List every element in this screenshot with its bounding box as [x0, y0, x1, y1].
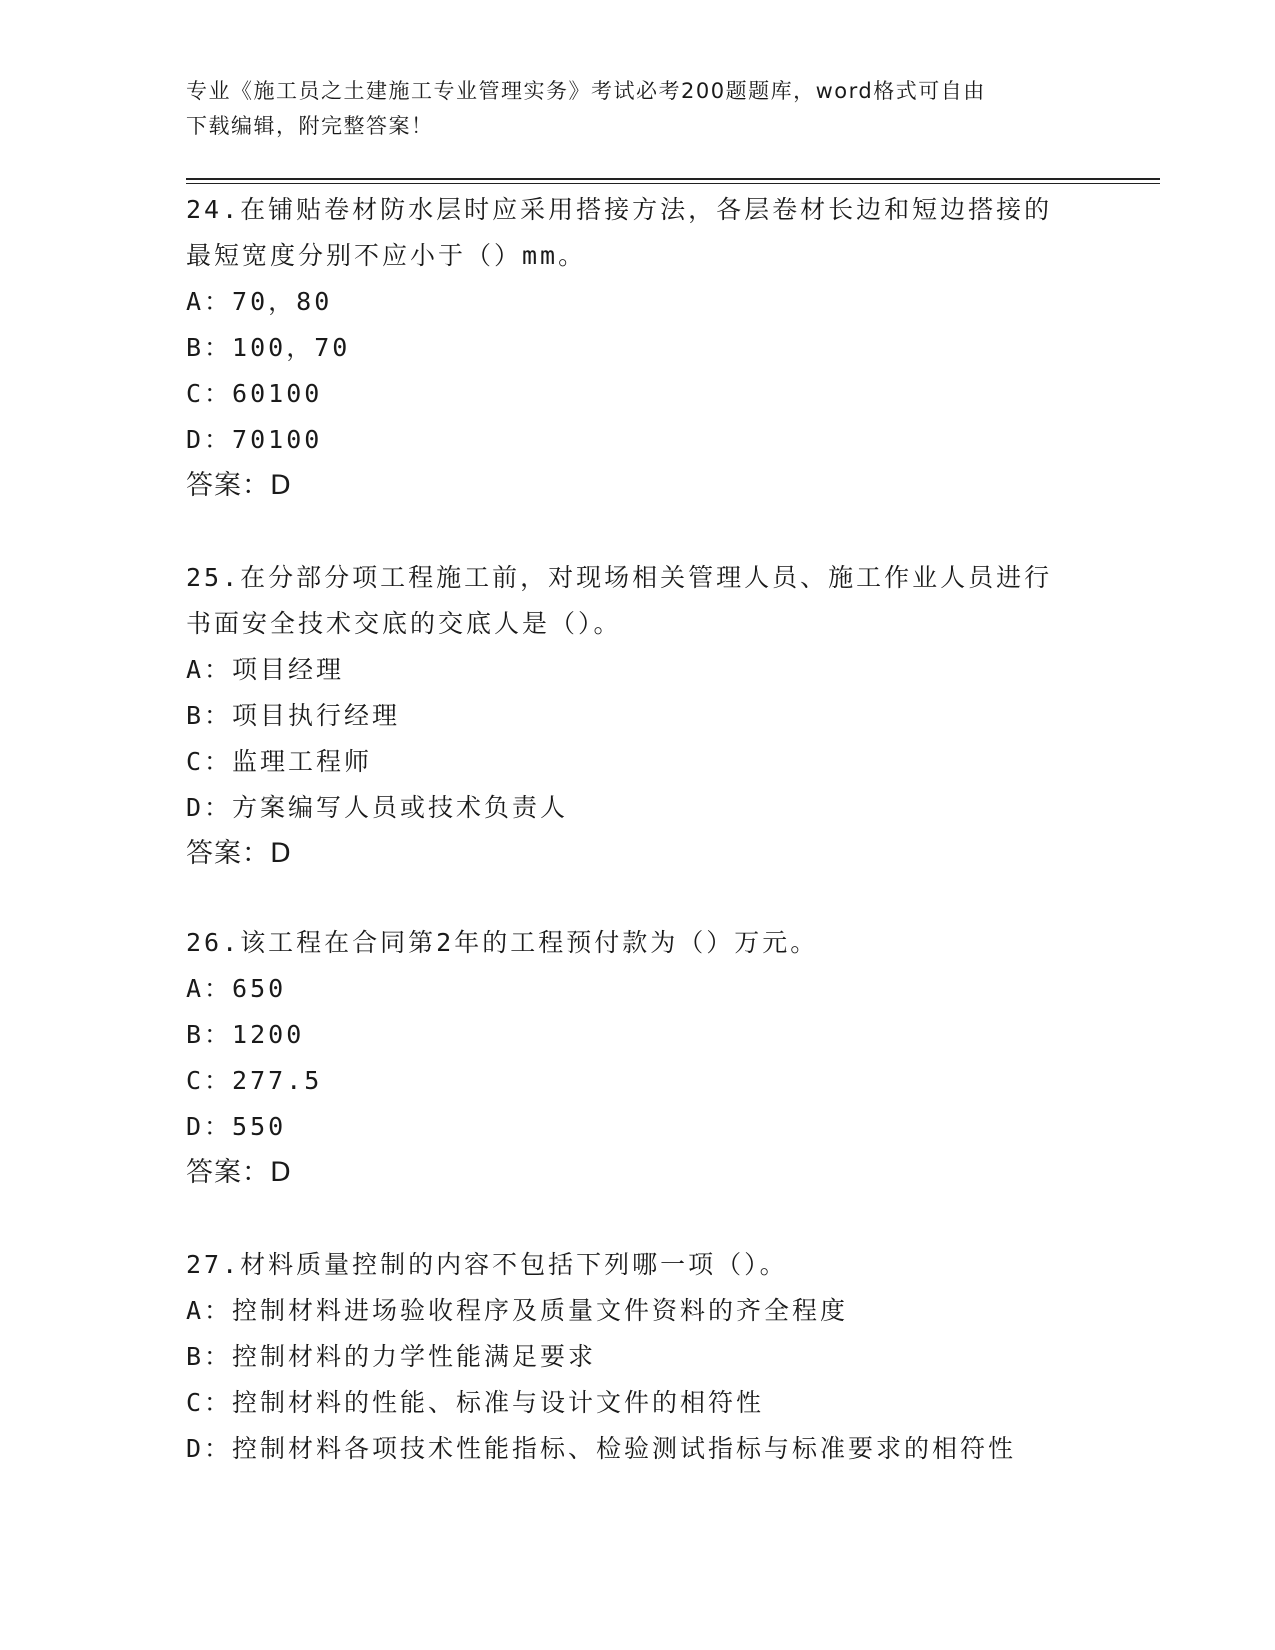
- question-stem-continued: 书面安全技术交底的交底人是（）。: [186, 609, 622, 638]
- option-b: B：1200: [186, 1020, 305, 1049]
- document-header: [186, 74, 1066, 144]
- answer: 答案：D: [186, 1157, 292, 1188]
- option-a: A：项目经理: [186, 655, 345, 684]
- header-line-2: 下载编辑，附完整答案！: [186, 114, 434, 138]
- answer: 答案：D: [186, 838, 292, 869]
- question-stem: 26.该工程在合同第2年的工程预付款为（）万元。: [186, 928, 819, 957]
- question-stem: 25.在分部分项工程施工前，对现场相关管理人员、施工作业人员进行: [186, 563, 1053, 592]
- question-stem-continued: 最短宽度分别不应小于（）mm。: [186, 241, 587, 270]
- option-b: B：项目执行经理: [186, 701, 401, 730]
- question-stem: 24.在铺贴卷材防水层时应采用搭接方法，各层卷材长边和短边搭接的: [186, 195, 1053, 224]
- question-25: [186, 555, 1086, 877]
- option-b: B：100，70: [186, 333, 351, 362]
- answer: 答案：D: [186, 470, 292, 501]
- option-d: D：70100: [186, 425, 323, 454]
- option-a: A：控制材料进场验收程序及质量文件资料的齐全程度: [186, 1296, 849, 1325]
- header-divider-thin: [186, 183, 1160, 184]
- option-c: C：277.5: [186, 1066, 323, 1095]
- header-divider-thick: [186, 178, 1160, 180]
- option-a: A：650: [186, 974, 287, 1003]
- question-26: [186, 920, 1086, 1196]
- header-line-1: 专业《施工员之土建施工专业管理实务》考试必考200题题库，word格式可自由: [186, 79, 986, 103]
- option-a: A：70，80: [186, 287, 333, 316]
- option-b: B：控制材料的力学性能满足要求: [186, 1342, 597, 1371]
- option-d: D：控制材料各项技术性能指标、检验测试指标与标准要求的相符性: [186, 1434, 1017, 1463]
- question-stem: 27.材料质量控制的内容不包括下列哪一项（）。: [186, 1250, 788, 1279]
- option-d: D：550: [186, 1112, 287, 1141]
- option-c: C：监理工程师: [186, 747, 373, 776]
- option-c: C：60100: [186, 379, 323, 408]
- option-d: D：方案编写人员或技术负责人: [186, 793, 569, 822]
- question-24: [186, 187, 1086, 509]
- option-c: C：控制材料的性能、标准与设计文件的相符性: [186, 1388, 765, 1417]
- question-27: [186, 1242, 1086, 1472]
